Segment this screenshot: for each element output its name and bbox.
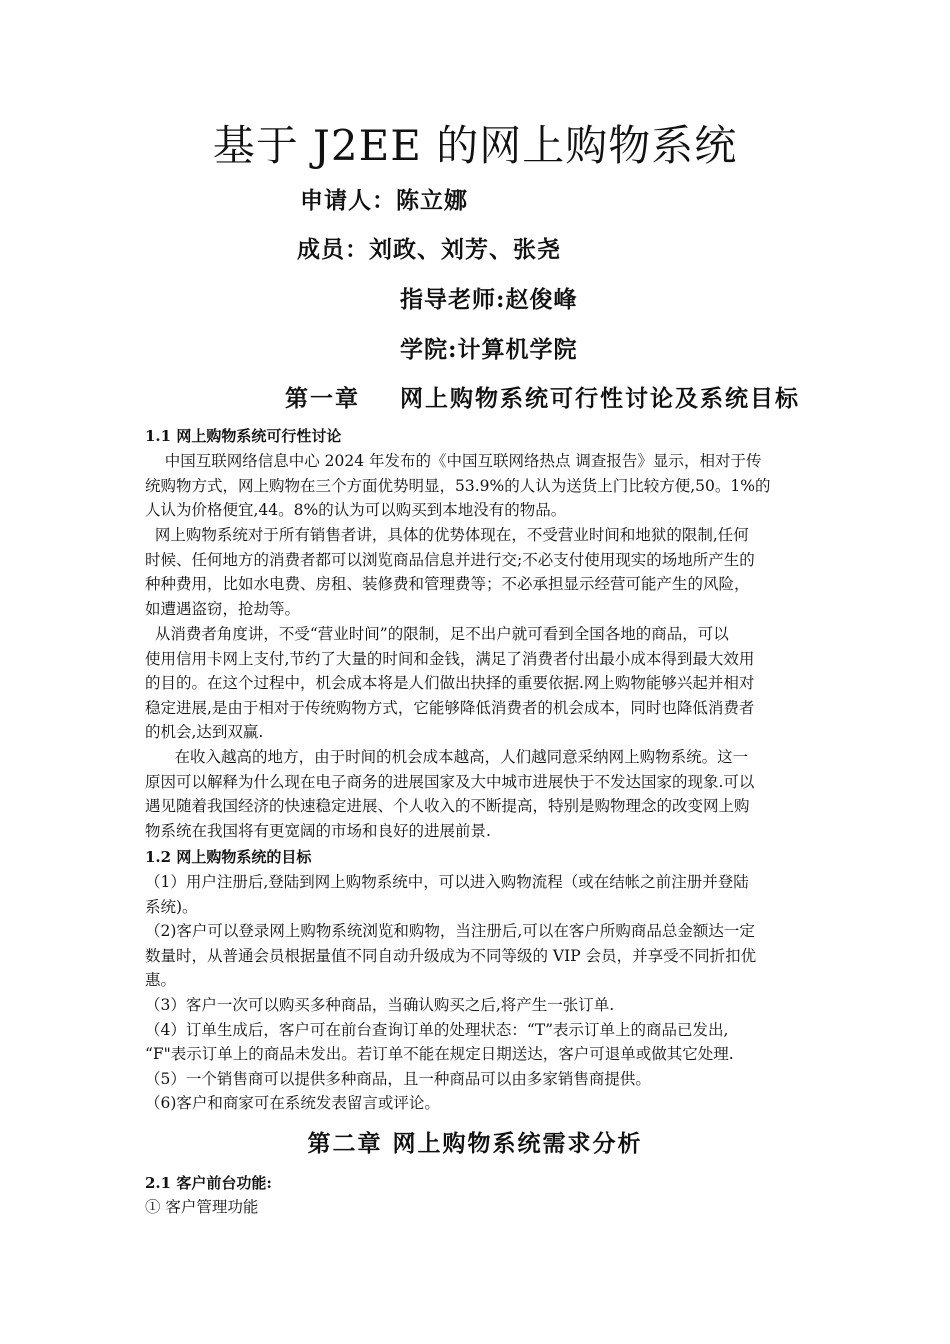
goal-line: （5）一个销售商可以提供多种商品，且一种商品可以由多家销售商提供。 (145, 1069, 651, 1088)
paragraph-line: 在收入越高的地方，由于时间的机会成本越高，人们越同意采纳网上购物系统。这一 (145, 748, 749, 766)
paragraph-line: 网上购物系统对于所有销售者讲，具体的优势体现在，不受营业时间和地狱的限制,任何 (145, 526, 749, 544)
paragraph-line: 如遭遇盗窃，抢劫等。 (145, 599, 301, 618)
list-item-customer-management: ① 客户管理功能 (145, 1198, 259, 1216)
paragraph-line: 中国互联网络信息中心 2024 年发布的《中国互联网络热点 调查报告》显示，相对于传 (145, 452, 762, 470)
goal-line: （1）用户注册后,登陆到网上购物系统中，可以进入购物流程（或在结帐之前注册并登陆 (145, 873, 749, 891)
advisor-line: 指导老师:赵俊峰 (400, 286, 578, 313)
applicant-line: 申请人：陈立娜 (300, 187, 468, 214)
paragraph-line: 的机会,达到双赢. (145, 723, 264, 742)
college-line: 学院:计算机学院 (400, 336, 578, 363)
paragraph-line: 时候、任何地方的消费者都可以浏览商品信息并进行交;不必支付使用现实的场地所产生的 (145, 550, 755, 569)
members-line: 成员：刘政、刘芳、张尧 (297, 236, 561, 263)
goal-line: 系统)。 (145, 897, 198, 916)
goal-line: “F"表示订单上的商品未发出。若订单不能在规定日期送达，客户可退单或做其它处理. (145, 1045, 734, 1064)
document-title: 基于 J2EE 的网上购物系统 (212, 121, 738, 170)
goal-line: 数量时，从普通会员根据量值不同自动升级成为不同等级的 VIP 会员，并享受不同折扣优 (145, 946, 757, 965)
section-1-2-heading: 1.2 网上购物系统的目标 (145, 848, 312, 866)
goal-line: （4）订单生成后，客户可在前台查询订单的处理状态：“T”表示订单上的商品已发出, (145, 1020, 729, 1039)
paragraph-line: 从消费者角度讲，不受“营业时间”的限制，足不出户就可看到全国各地的商品，可以 (145, 625, 729, 643)
paragraph-line: 遇见随着我国经济的快速稳定进展、个人收入的不断提高，特别是购物理念的改变网上购 (145, 797, 750, 816)
paragraph-line: 人认为价格便宜,44。8%的认为可以购买到本地没有的物品。 (145, 501, 567, 520)
paragraph-line: 稳定进展,是由于相对于传统购物方式，它能够降低消费者的机会成本，同时也降低消费者 (145, 698, 755, 717)
chapter-1-heading: 第一章 网上购物系统可行性讨论及系统目标 (285, 385, 801, 412)
paragraph-line: 的目的。在这个过程中，机会成本将是人们做出抉择的重要依据.网上购物能够兴起并相对 (145, 674, 755, 693)
paragraph-line: 物系统在我国将有更宽阔的市场和良好的进展前景. (145, 821, 491, 840)
paragraph-line: 原因可以解释为什么现在电子商务的进展国家及大中城市进展快于不发达国家的现象.可以 (145, 772, 755, 791)
paragraph-4 (145, 745, 807, 843)
paragraph-line: 统购物方式，网上购物在三个方面优势明显，53.9%的人认为送货上门比较方便,50。1%的 (145, 476, 771, 495)
goal-line: （3）客户一次可以购买多种商品，当确认购买之后,将产生一张订单. (145, 995, 615, 1014)
paragraph-line: 使用信用卡网上支付,节约了大量的时间和金钱，满足了消费者付出最小成本得到最大效用 (145, 649, 755, 668)
section-1-1-heading: 1.1 网上购物系统可行性讨论 (145, 427, 342, 445)
chapter-2-heading: 第二章 网上购物系统需求分析 (307, 1130, 643, 1157)
goal-line: （6)客户和商家可在系统发表留言或评论。 (145, 1094, 440, 1113)
paragraph-3 (145, 622, 807, 745)
paragraph-1 (145, 449, 807, 523)
paragraph-line: 种种费用，比如水电费、房租、装修费和管理费等；不必承担显示经营可能产生的风险， (145, 575, 750, 594)
goal-line: （2)客户可以登录网上购物系统浏览和购物，当注册后,可以在客户所购商品总金额达一定 (145, 922, 755, 941)
section-2-1-heading: 2.1 客户前台功能: (145, 1174, 272, 1192)
goal-line: 惠。 (145, 971, 177, 990)
goals-list (145, 870, 807, 1116)
paragraph-2 (145, 523, 807, 621)
